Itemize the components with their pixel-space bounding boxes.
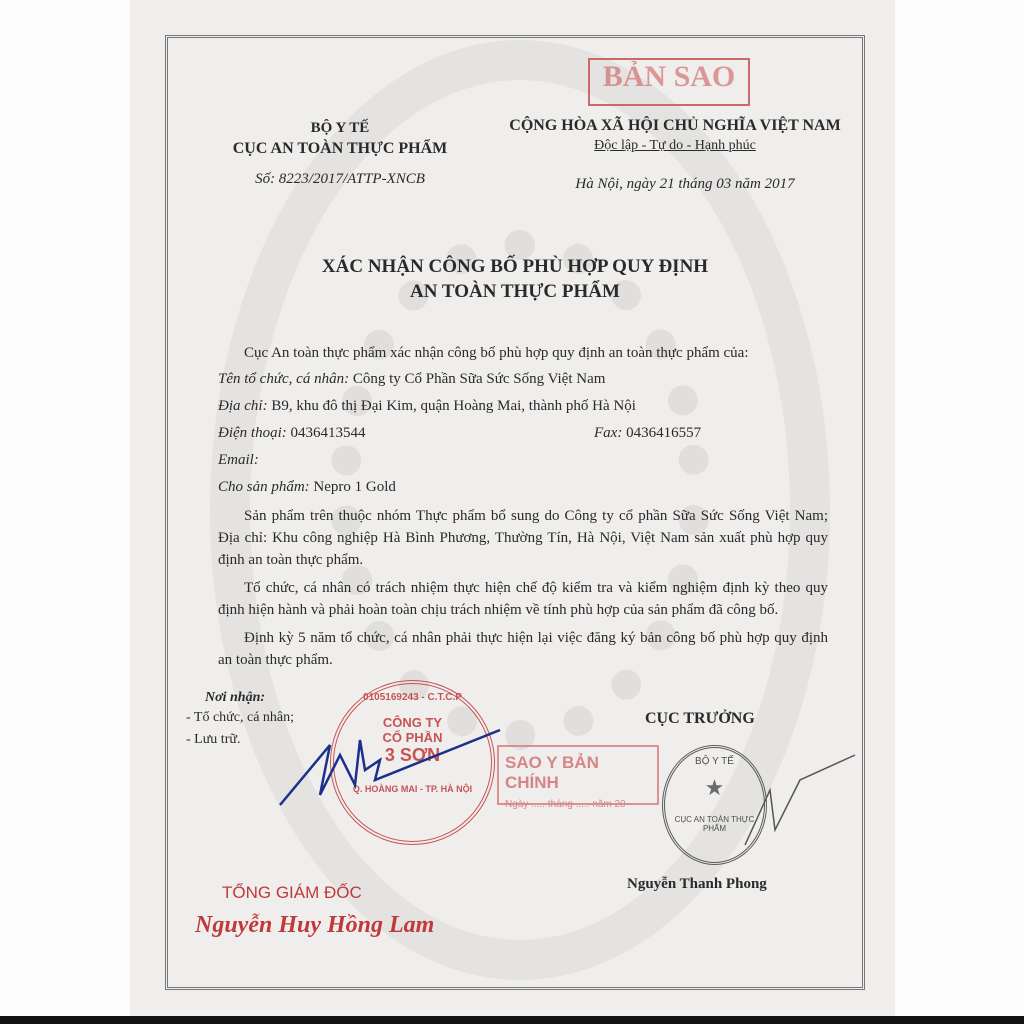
email-label: Email:	[218, 452, 259, 468]
seal-line3: 3 SƠN	[384, 745, 441, 765]
address-value: B9, khu đô thị Đại Kim, quận Hoàng Mai, thành phố Hà Nội	[271, 398, 636, 414]
product-value: Nepro 1 Gold	[313, 479, 396, 495]
paragraph-2: Tổ chức, cá nhân có trách nhiệm thực hiện chế độ kiểm tra và kiểm nghiệm định kỳ theo quy định hiện hành và phải hoàn toàn chịu trách nhiệm về tính phù hợp của sản phẩm đã công bố.	[218, 580, 828, 618]
phone-label: Điện thoại:	[218, 425, 287, 441]
signer-role: CỤC TRƯỞNG	[645, 710, 755, 727]
issue-date: Hà Nội, ngày 21 tháng 03 năm 2017	[575, 176, 795, 192]
agency-seal-bottom: CỤC AN TOÀN THỰC PHẨM	[674, 815, 755, 833]
doc-title-line1: XÁC NHẬN CÔNG BỐ PHÙ HỢP QUY ĐỊNH	[321, 256, 709, 277]
signer-name: Nguyễn Thanh Phong	[627, 876, 767, 892]
ministry-name: BỘ Y TẾ	[310, 120, 370, 136]
paragraph-3: Định kỳ 5 năm tổ chức, cá nhân phải thực hiện lại việc đăng ký bản công bố phù hợp quy định an toàn thực phẩm.	[218, 630, 828, 668]
document-number: Số: 8223/2017/ATTP-XNCB	[255, 171, 425, 187]
recipient-item: - Tổ chức, cá nhân;	[186, 710, 295, 725]
agency-seal-top: BỘ Y TẾ	[695, 756, 734, 767]
copy-stamp: BẢN SAO	[588, 58, 750, 106]
fax-value: 0436416557	[626, 425, 702, 441]
org-label: Tên tổ chức, cá nhân:	[218, 371, 350, 387]
address-label: Địa chỉ:	[218, 398, 268, 414]
recipients-label: Nơi nhận:	[205, 690, 266, 705]
director-signature	[260, 725, 510, 835]
seal-line2: CỔ PHẦN	[382, 730, 443, 745]
fax-label: Fax:	[594, 425, 623, 441]
star-icon: ★	[704, 775, 725, 800]
product-label: Cho sản phẩm:	[218, 479, 310, 495]
certified-line: Ngày ..... tháng ..... năm 20	[505, 799, 626, 810]
certified-title: SAO Y BẢN CHÍNH	[505, 753, 599, 792]
document-body	[218, 340, 828, 671]
country-name: CỘNG HÒA XÃ HỘI CHỦ NGHĨA VIỆT NAM	[509, 117, 841, 134]
seal-line1: CÔNG TY	[382, 715, 443, 730]
seal-top-text: 0105169243 - C.T.C.P	[363, 692, 462, 703]
phone-value: 0436413544	[290, 425, 366, 441]
bottom-edge	[0, 1016, 1024, 1024]
motto: Độc lập - Tự do - Hạnh phúc	[594, 138, 756, 153]
certified-copy-stamp	[497, 745, 659, 810]
doc-title-line2: AN TOÀN THỰC PHẨM	[410, 281, 620, 302]
director-role: TỔNG GIÁM ĐỐC	[222, 883, 362, 902]
agency-name: CỤC AN TOÀN THỰC PHẨM	[232, 140, 448, 157]
intro: Cục An toàn thực phẩm xác nhận công bố phù hợp quy định an toàn thực phẩm của:	[244, 345, 749, 361]
director-name: Nguyễn Huy Hồng Lam	[195, 912, 435, 938]
org-value: Công ty Cổ Phần Sữa Sức Sống Việt Nam	[352, 371, 606, 387]
seal-bottom-text: Q. HOÀNG MAI - TP. HÀ NỘI	[352, 784, 473, 794]
paragraph-1: Sản phẩm trên thuộc nhóm Thực phẩm bổ sung do Công ty cổ phần Sữa Sức Sống Việt Nam; Địa chỉ: Khu công nghiệp Hà Bình Phương, Thường Tín, Hà Nội, Việt Nam sản xuất phù hợp quy định an toàn thực phẩm.	[218, 508, 828, 568]
recipient-item: - Lưu trữ.	[186, 732, 241, 747]
chief-signature	[740, 750, 860, 850]
